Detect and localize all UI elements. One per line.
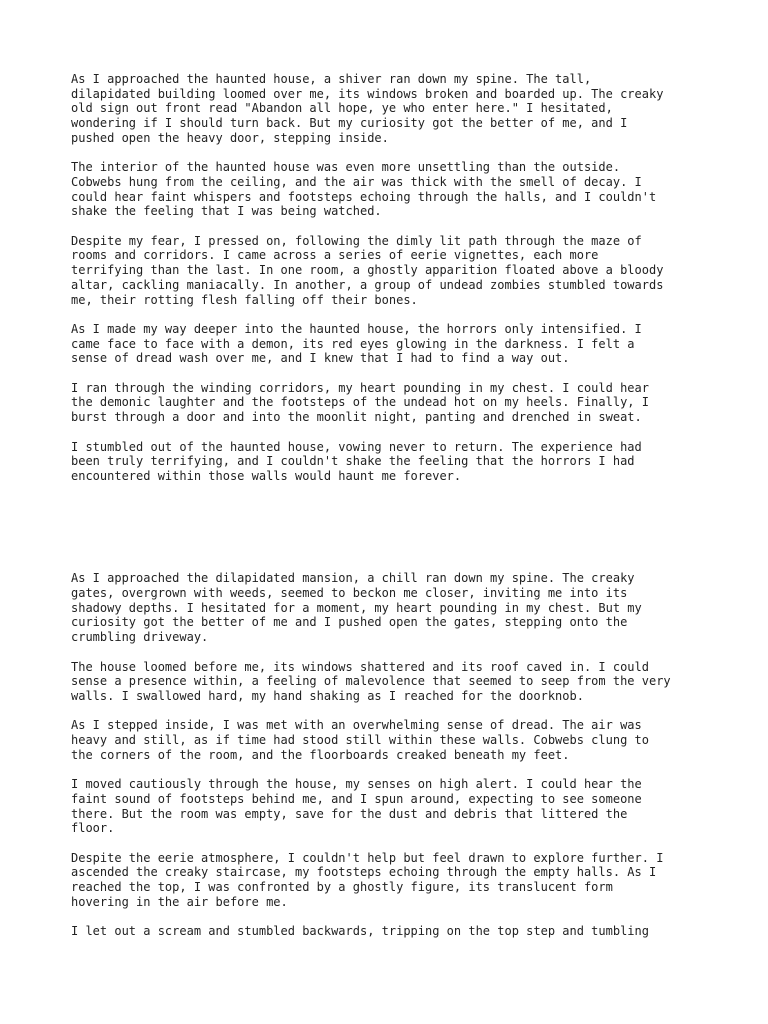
paragraph: The interior of the haunted house was even more unsettling than the outside. Cobwebs hung from the ceiling, and the air was thick with the smell of decay. I could hear faint whispers and footsteps echoing through the halls, and I couldn't shake the feeling that I was being watched. <box>71 160 657 219</box>
paragraph: Despite my fear, I pressed on, following the dimly lit path through the maze of rooms and corridors. I came across a series of eerie vignettes, each more terrifying than the last. In one room, a ghostly apparition floated above a bloody altar, cackling maniacally. In another, a group of undead zombies stumbled towards me, their rotting flesh falling off their bones. <box>71 233 664 307</box>
paragraph: I let out a scream and stumbled backwards, tripping on the top step and tumbling <box>71 924 649 939</box>
paragraph: I ran through the winding corridors, my heart pounding in my chest. I could hear the demonic laughter and the footsteps of the undead hot on my heels. Finally, I burst through a door and into the moonlit night, panting and drenched in sweat. <box>71 380 649 425</box>
paragraph: As I approached the dilapidated mansion, a chill ran down my spine. The creaky gates, overgrown with weeds, seemed to beckon me closer, inviting me into its shadowy depths. I hesitated for a moment, my heart pounding in my chest. But my curiosity got the better of me and I pushed open the gates, stepping onto the crumbling driveway. <box>71 571 642 645</box>
section-gap <box>71 498 711 571</box>
paragraph: I stumbled out of the haunted house, vowing never to return. The experience had been truly terrifying, and I couldn't shake the feeling that the horrors I had encountered within those walls would haunt me forever. <box>71 439 642 483</box>
paragraph: Despite the eerie atmosphere, I couldn't help but feel drawn to explore further. I ascended the creaky staircase, my footsteps echoing through the empty halls. As I reached the top, I was confronted by a ghostly figure, its translucent form hovering in the air before me. <box>71 850 664 909</box>
paragraph: I moved cautiously through the house, my senses on high alert. I could hear the faint sound of footsteps behind me, and I spun around, expecting to see someone there. But the room was empty, save for the dust and debris that littered the floor. <box>71 777 642 836</box>
paragraph: The house loomed before me, its windows shattered and its roof caved in. I could sense a presence within, a feeling of malevolence that seemed to seep from the very walls. I swallowed hard, my hand shaking as I reached for the doorknob. <box>71 659 671 703</box>
paragraph: As I made my way deeper into the haunted house, the horrors only intensified. I came face to face with a demon, its red eyes glowing in the darkness. I felt a sense of dread wash over me, and I knew that I had to find a way out. <box>71 321 642 366</box>
document-page <box>71 72 711 953</box>
paragraph: As I approached the haunted house, a shiver ran down my spine. The tall, dilapidated building loomed over me, its windows broken and boarded up. The creaky old sign out front read "Abandon all hope, ye who enter here." I hesitated, wondering if I should turn back. But my curiosity got the better of me, and I pushed open the heavy door, stepping inside. <box>71 72 664 145</box>
paragraph: As I stepped inside, I was met with an overwhelming sense of dread. The air was heavy and still, as if time had stood still within these walls. Cobwebs clung to the corners of the room, and the floorboards creaked beneath my feet. <box>71 718 649 762</box>
story-one <box>71 72 711 484</box>
story-two <box>71 571 711 939</box>
